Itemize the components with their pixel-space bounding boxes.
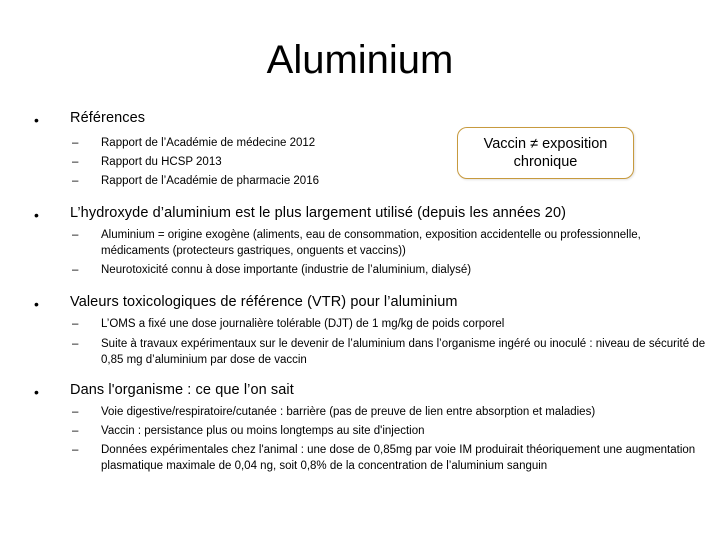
list-item: – Rapport de l’Académie de médecine 2012 [72,137,316,149]
list-item: – Rapport de l’Académie de pharmacie 2016 [72,175,319,187]
section-heading-organisme: Dans l'organisme : ce que l’on sait [70,382,294,398]
dash-icon: – [72,175,79,187]
list-item: – Voie digestive/respiratoire/cutanée : barrière (pas de preuve de lien entre absorption et maladies) [72,406,596,418]
dash-icon: – [72,156,79,168]
slide-title: Aluminium [266,38,454,82]
list-item: – Suite à travaux expérimentaux sur le devenir de l’aluminium dans l’organisme ingéré ou inoculé : niveau de sécurité de 0,85 mg d’aluminium par dose de vaccin [72,338,706,366]
dash-icon: – [72,229,79,241]
bullet-icon: • [34,384,39,400]
dash-icon: – [72,338,79,350]
list-item: – Rapport du HCSP 2013 [72,156,222,168]
bullet-icon: • [34,207,39,223]
list-item: – Vaccin : persistance plus ou moins longtemps au site d'injection [72,425,425,437]
dash-icon: – [72,406,79,418]
dash-icon: – [72,318,79,330]
callout-line-2: chronique [513,154,578,170]
list-item: – Aluminium = origine exogène (aliments, eau de consommation, exposition accidentelle ou professionnelle, médicaments (protecteurs gastriques, onguents et vaccins)) [72,229,641,257]
callout-line-1: Vaccin ≠ exposition [483,136,608,152]
bullet-icon: • [34,296,39,312]
list-item: – Neurotoxicité connu à dose importante (industrie de l’aluminium, dialysé) [72,264,472,276]
dash-icon: – [72,425,79,437]
section-heading-references: Références [70,110,146,126]
section-heading-hydroxyde: L’hydroxyde d’aluminium est le plus largement utilisé (depuis les années 20) [70,205,567,221]
section-heading-vtr: Valeurs toxicologiques de référence (VTR) pour l’aluminium [70,294,458,310]
bullet-icon: • [34,112,39,128]
callout-box [457,127,634,179]
dash-icon: – [72,137,79,149]
list-item: – Données expérimentales chez l'animal : une dose de 0,85mg par voie IM produirait théoriquement une augmentation plasmatique maximale de 0,04 ng, soit 0,8% de la concentration de l’aluminium sanguin [72,444,696,472]
dash-icon: – [72,264,79,276]
list-item: – L’OMS a fixé une dose journalière tolérable (DJT) de 1 mg/kg de poids corporel [72,318,505,330]
dash-icon: – [72,444,79,456]
